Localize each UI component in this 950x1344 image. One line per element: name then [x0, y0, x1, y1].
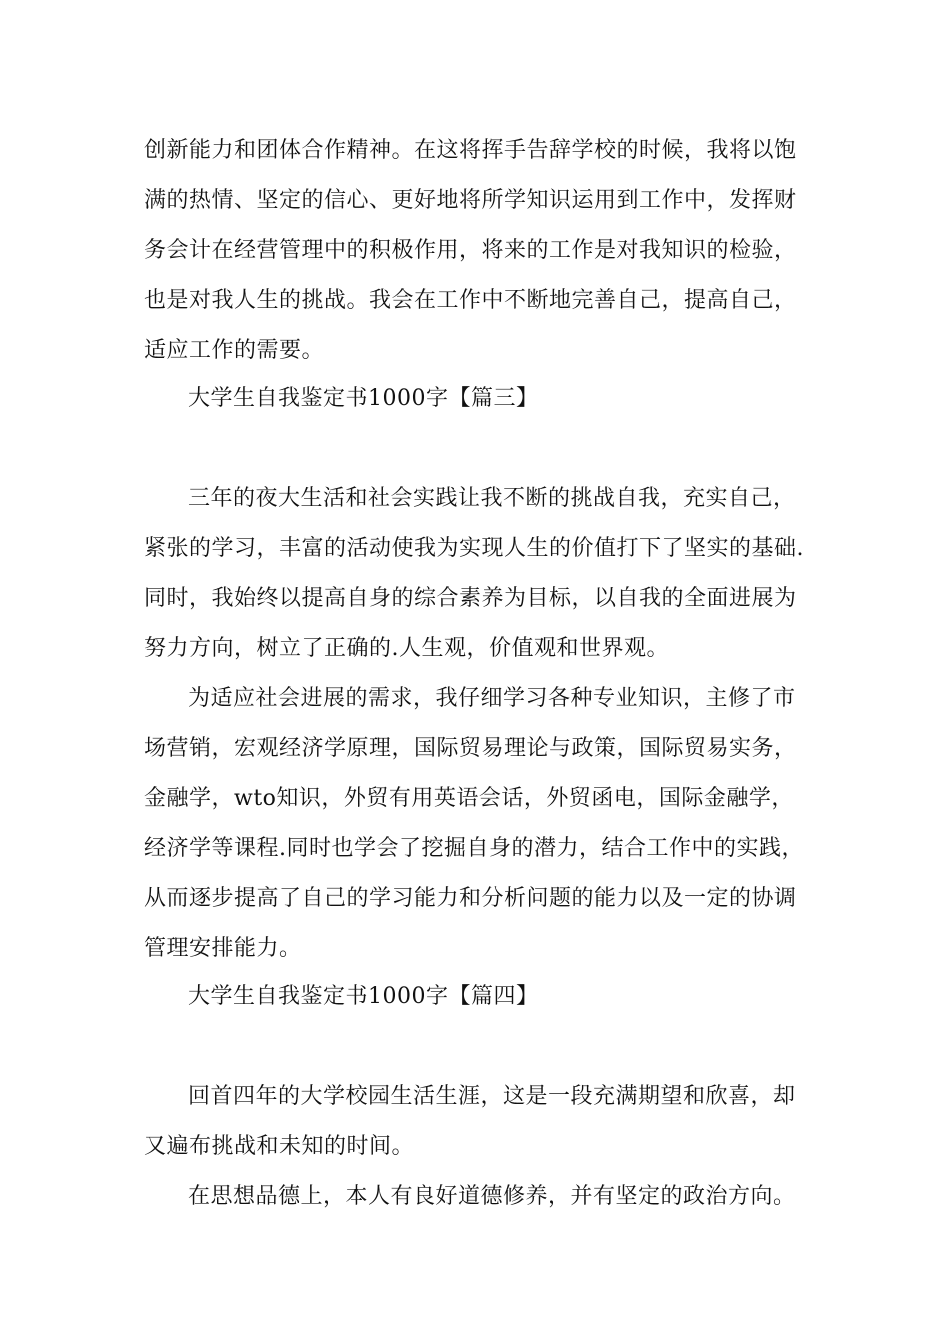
paragraph-line: 也是对我人生的挑战。我会在工作中不断地完善自己，提高自己， — [144, 288, 797, 313]
paragraph-line: 金融学，wto知识，外贸有用英语会话，外贸函电，国际金融学， — [144, 786, 794, 811]
paragraph-line: 在思想品德上，本人有良好道德修养，并有坚定的政治方向。 — [188, 1184, 796, 1209]
paragraph-line: 为适应社会进展的需求，我仔细学习各种专业知识，主修了市 — [188, 686, 796, 711]
paragraph-line: 三年的夜大生活和社会实践让我不断的挑战自我，充实自己， — [188, 486, 796, 511]
paragraph-line: 努力方向，树立了正确的.人生观，价值观和世界观。 — [144, 636, 669, 661]
paragraph-line: 务会计在经营管理中的积极作用，将来的工作是对我知识的检验， — [144, 238, 797, 263]
paragraph-line: 适应工作的需要。 — [144, 338, 325, 363]
paragraph-line: 管理安排能力。 — [144, 936, 302, 961]
paragraph-line: 又遍布挑战和未知的时间。 — [144, 1134, 415, 1159]
paragraph-line: 创新能力和团体合作精神。在这将挥手告辞学校的时候，我将以饱 — [144, 138, 797, 163]
section-heading: 大学生自我鉴定书1000字【篇三】 — [188, 386, 539, 411]
paragraph-line: 紧张的学习，丰富的活动使我为实现人生的价值打下了坚实的基础. — [144, 536, 804, 561]
paragraph-line: 场营销，宏观经济学原理，国际贸易理论与政策，国际贸易实务， — [144, 736, 797, 761]
paragraph-line: 满的热情、坚定的信心、更好地将所学知识运用到工作中，发挥财 — [144, 188, 797, 213]
paragraph-line: 同时，我始终以提高自身的综合素养为目标，以自我的全面进展为 — [144, 586, 797, 611]
paragraph-line: 经济学等课程.同时也学会了挖掘自身的潜力，结合工作中的实践， — [144, 836, 804, 861]
section-heading: 大学生自我鉴定书1000字【篇四】 — [188, 984, 539, 1009]
paragraph-line: 回首四年的大学校园生活生涯，这是一段充满期望和欣喜，却 — [188, 1084, 796, 1109]
paragraph-line: 从而逐步提高了自己的学习能力和分析问题的能力以及一定的协调 — [144, 886, 797, 911]
